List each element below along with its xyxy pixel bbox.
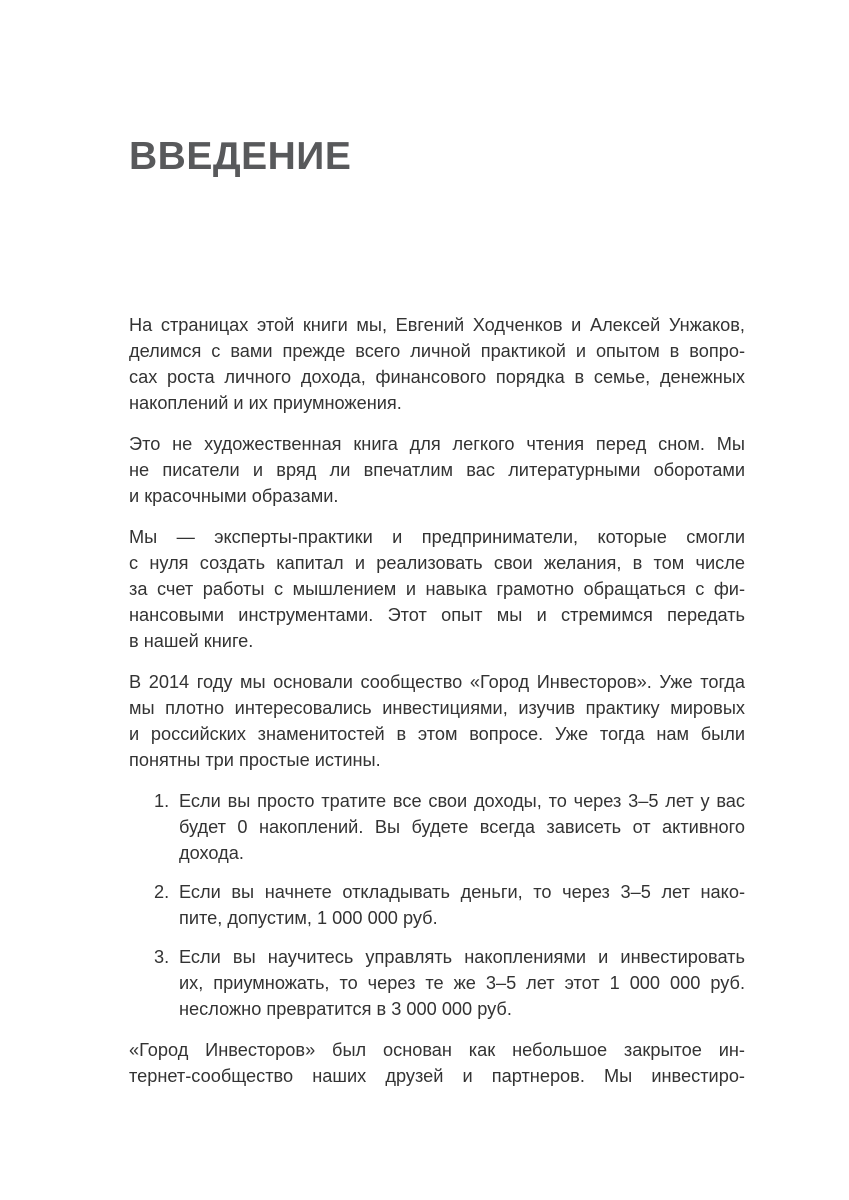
list-number: 1. [154, 791, 170, 811]
text-line: накоплений и их приумножения. [129, 393, 402, 413]
chapter-title: ВВЕДЕНИЕ [129, 135, 352, 178]
text-line: несложно превратится в 3 000 000 руб. [179, 999, 512, 1019]
text-line: не писатели и вряд ли впечатлим вас литературными оборотами [129, 460, 745, 480]
list-number: 3. [154, 947, 170, 967]
paragraph-community-origin [129, 1037, 745, 1089]
text-line: их, приумножать, то через те же 3–5 лет этот 1 000 000 руб. [179, 973, 745, 993]
text-line: делимся с вами прежде всего личной практикой и опытом в вопро- [129, 341, 745, 361]
chapter-body [129, 312, 745, 1104]
text-line: дохода. [179, 843, 244, 863]
text-line: Если вы начнете откладывать деньги, то через 3–5 лет нако- [179, 882, 745, 902]
text-line: тернет-сообщество наших друзей и партнеров. Мы инвестиро- [129, 1066, 745, 1086]
three-truths-list [129, 788, 745, 1022]
text-line: нансовыми инструментами. Этот опыт мы и стремимся передать [129, 605, 745, 625]
text-line: В 2014 году мы основали сообщество «Город Инвесторов». Уже тогда [129, 672, 745, 692]
paragraph-community-founded [129, 669, 745, 773]
text-line: и российских знаменитостей в этом вопросе. Уже тогда нам были [129, 724, 745, 744]
paragraph-experts [129, 524, 745, 654]
text-line: пите, допустим, 1 000 000 руб. [179, 908, 438, 928]
list-item [129, 944, 745, 1022]
text-line: в нашей книге. [129, 631, 254, 651]
list-item [129, 788, 745, 866]
text-line: Если вы просто тратите все свои доходы, то через 3–5 лет у вас [179, 791, 745, 811]
text-line: с нуля создать капитал и реализовать свои желания, в том числе [129, 553, 745, 573]
text-line: и красочными образами. [129, 486, 339, 506]
text-line: «Город Инвесторов» был основан как небольшое закрытое ин- [129, 1040, 745, 1060]
text-line: будет 0 накоплений. Вы будете всегда зависеть от активного [179, 817, 745, 837]
text-line: Это не художественная книга для легкого чтения перед сном. Мы [129, 434, 745, 454]
text-line: Если вы научитесь управлять накоплениями и инвестировать [179, 947, 745, 967]
text-line: сах роста личного дохода, финансового порядка в семье, денежных [129, 367, 745, 387]
paragraph-not-fiction [129, 431, 745, 509]
list-item [129, 879, 745, 931]
list-number: 2. [154, 882, 170, 902]
paragraph-intro-authors [129, 312, 745, 416]
text-line: На страницах этой книги мы, Евгений Ходченков и Алексей Унжаков, [129, 315, 745, 335]
text-line: мы плотно интересовались инвестициями, изучив практику мировых [129, 698, 745, 718]
text-line: за счет работы с мышлением и навыка грамотно обращаться с фи- [129, 579, 745, 599]
text-line: понятны три простые истины. [129, 750, 381, 770]
text-line: Мы — эксперты-практики и предприниматели, которые смогли [129, 527, 745, 547]
